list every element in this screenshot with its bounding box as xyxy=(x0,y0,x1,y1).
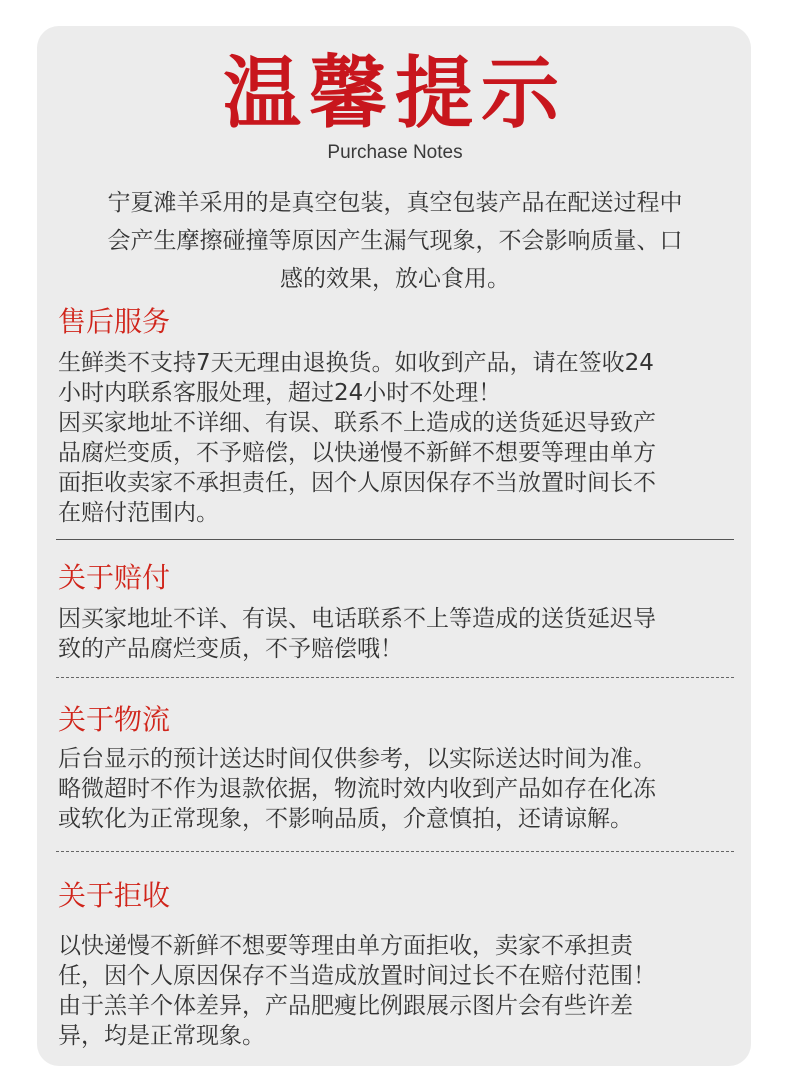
page-title: 温馨提示 xyxy=(222,49,567,139)
after-sales-line: 小时内联系客服处理，超过24小时不处理！ xyxy=(58,380,502,406)
rejection-body xyxy=(58,931,738,1051)
after-sales-line: 品腐烂变质，不予赔偿，以快递慢不新鲜不想要等理由单方 xyxy=(58,440,656,466)
after-sales-line: 生鲜类不支持7天无理由退换货。如收到产品，请在签收24 xyxy=(58,350,654,376)
after-sales-heading: 售后服务 xyxy=(58,305,171,338)
rejection-line: 以快递慢不新鲜不想要等理由单方面拒收，卖家不承担责 xyxy=(58,933,633,959)
after-sales-line: 面拒收卖家不承担责任，因个人原因保存不当放置时间长不 xyxy=(58,470,656,496)
compensation-heading: 关于赔付 xyxy=(58,561,171,594)
intro-paragraph xyxy=(72,184,718,298)
intro-line: 感的效果，放心食用。 xyxy=(280,266,510,292)
rejection-line: 由于羔羊个体差异，产品肥瘦比例跟展示图片会有些许差 xyxy=(58,993,633,1019)
section-divider-dashed xyxy=(56,677,734,678)
logistics-body xyxy=(58,744,738,834)
rejection-line: 异，均是正常现象。 xyxy=(58,1023,265,1049)
section-divider-dashed xyxy=(56,851,734,852)
section-divider-solid xyxy=(56,539,734,540)
compensation-line: 致的产品腐烂变质，不予赔偿哦！ xyxy=(58,636,403,662)
intro-line: 宁夏滩羊采用的是真空包装，真空包装产品在配送过程中 xyxy=(107,190,683,216)
rejection-heading: 关于拒收 xyxy=(58,879,171,912)
compensation-body xyxy=(58,604,738,664)
rejection-line: 任，因个人原因保存不当造成放置时间过长不在赔付范围！ xyxy=(58,963,656,989)
after-sales-line: 因买家地址不详细、有误、联系不上造成的送货延迟导致产 xyxy=(58,410,656,436)
logistics-line: 后台显示的预计送达时间仅供参考，以实际送达时间为准。 xyxy=(58,746,656,772)
logistics-heading: 关于物流 xyxy=(58,703,171,736)
logistics-line: 或软化为正常现象，不影响品质，介意慎拍，还请谅解。 xyxy=(58,806,633,832)
compensation-line: 因买家地址不详、有误、电话联系不上等造成的送货延迟导 xyxy=(58,606,656,632)
intro-line: 会产生摩擦碰撞等原因产生漏气现象，不会影响质量、口 xyxy=(107,228,683,254)
after-sales-body xyxy=(58,348,738,528)
after-sales-line: 在赔付范围内。 xyxy=(58,500,219,526)
page-subtitle: Purchase Notes xyxy=(327,142,463,163)
logistics-line: 略微超时不作为退款依据，物流时效内收到产品如存在化冻 xyxy=(58,776,656,802)
